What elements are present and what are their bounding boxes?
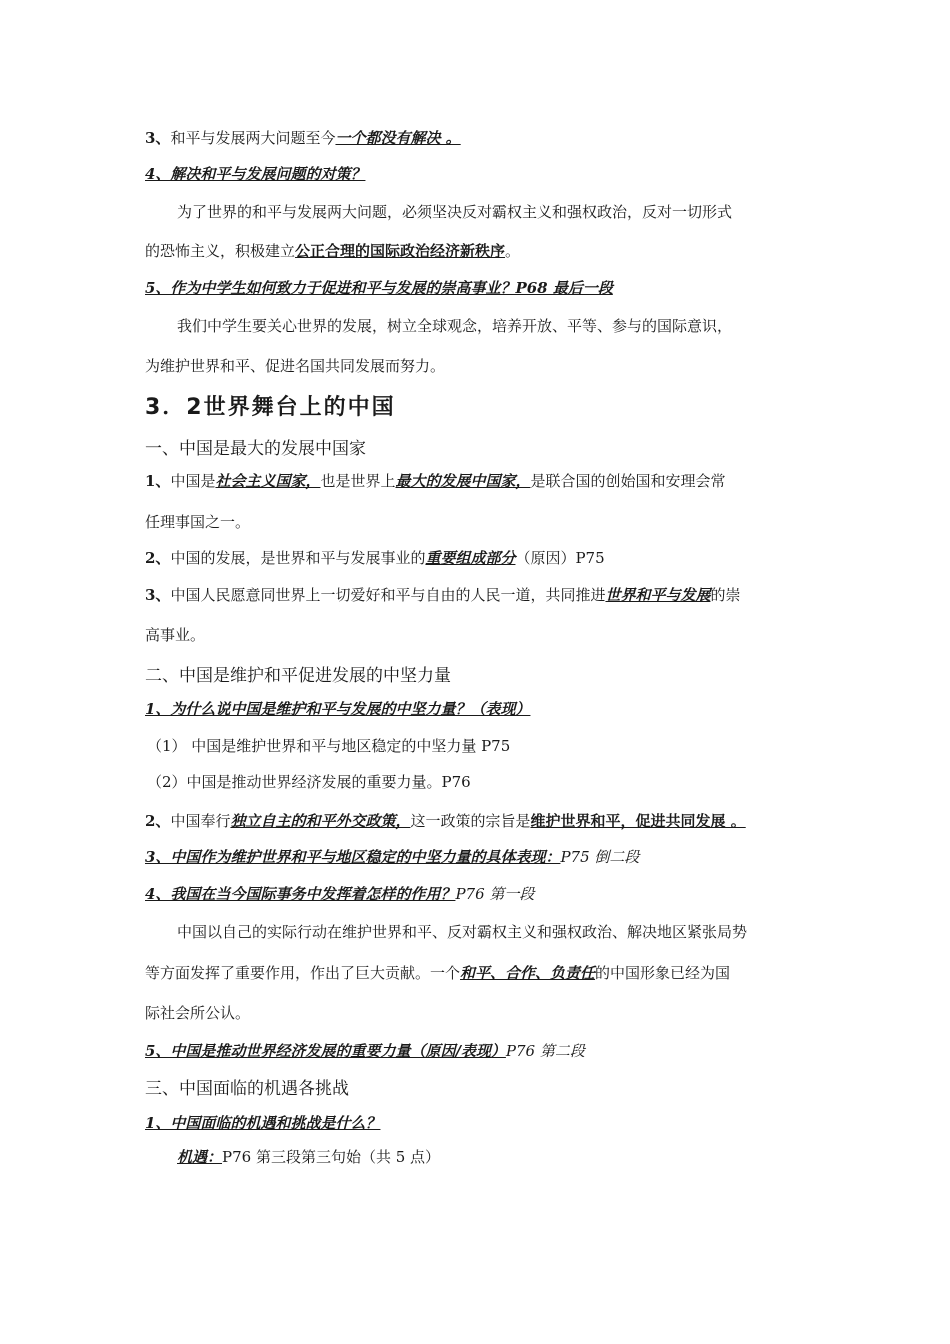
question-heading: 1、中国面临的机遇和挑战是什么？ (145, 1114, 381, 1132)
subsection-heading: 二、中国是维护和平促进发展的中坚力量 (145, 666, 451, 686)
paragraph-line (145, 470, 813, 492)
paragraph-line: 高事业。 (145, 626, 206, 644)
key-point: 最大的发展中国家， (395, 472, 531, 490)
key-point: 一个都没有解决 。 (335, 129, 461, 147)
section-title: 3．2世界舞台上的中国 (145, 395, 396, 420)
question-heading: 5、作为中学生如何致力于促进和平与发展的崇高事业？P68 最后一段 (145, 279, 613, 297)
question-text: 4、我国在当今国际事务中发挥着怎样的作用？ (145, 885, 456, 903)
paragraph-line (145, 962, 813, 984)
subsection-heading: 一、中国是最大的发展中国家 (145, 439, 366, 459)
paragraph-line (145, 240, 813, 262)
list-item: （2）中国是推动世界经济发展的重要力量。P76 (147, 773, 471, 791)
question-text: 5、中国是推动世界经济发展的重要力量（原因/表现） (145, 1042, 506, 1060)
text-run: 等方面发挥了重要作用，作出了巨大贡献。一个 (145, 964, 461, 982)
text-run: 的中国形象已经为国 (595, 964, 731, 982)
question-heading: 1、为什么说中国是维护和平与发展的中坚力量？（表现） (145, 700, 531, 718)
text-run: （原因）P75 (515, 549, 605, 567)
item-number: 3、 (145, 129, 171, 147)
text-run: 和平与发展两大问题至今 (170, 129, 336, 147)
question-text: 3、中国作为维护世界和平与地区稳定的中坚力量的具体表现： (145, 848, 561, 866)
paragraph-line: 际社会所公认。 (145, 1004, 251, 1022)
question-heading (145, 883, 813, 905)
item-number: 1、 (145, 472, 171, 490)
page-reference: P76 第二段 (505, 1042, 585, 1060)
paragraph-line: 任理事国之一。 (145, 513, 251, 531)
question-heading: 4、解决和平与发展问题的对策？ (145, 165, 366, 183)
subsection-heading: 三、中国面临的机遇各挑战 (145, 1079, 349, 1099)
key-point: 独立自主的和平外交政策， (230, 812, 411, 830)
text-run: 中国的发展，是世界和平与发展事业的 (170, 549, 426, 567)
text-run: 是联合国的创始国和安理会常 (530, 472, 726, 490)
question-heading (145, 846, 813, 868)
key-point: 机遇： (177, 1148, 223, 1166)
key-point: 维护世界和平，促进共同发展 。 (530, 812, 746, 830)
text-run: 的崇 (710, 586, 741, 604)
text-run: 。 (505, 242, 521, 260)
text-run: P76 第三段第三句始（共 5 点） (222, 1148, 441, 1166)
key-point: 社会主义国家， (215, 472, 321, 490)
list-item: （1） 中国是维护世界和平与地区稳定的中坚力量 P75 (147, 737, 511, 755)
item-number: 3、 (145, 586, 171, 604)
item-number: 2、 (145, 549, 171, 567)
question-heading (145, 1040, 813, 1062)
paragraph-line (145, 584, 813, 606)
key-point: 和平、合作、负责任 (460, 964, 596, 982)
paragraph-line: 为了世界的和平与发展两大问题，必须坚决反对霸权主义和强权政治，反对一切形式 (177, 203, 733, 221)
paragraph-line: 为维护世界和平、促进名国共同发展而努力。 (145, 357, 446, 375)
text-run: 中国人民愿意同世界上一切爱好和平与自由的人民一道，共同推进 (170, 586, 606, 604)
text-run: 也是世界上 (320, 472, 396, 490)
text-run: 中国奉行 (170, 812, 231, 830)
key-point: 重要组成部分 (425, 549, 516, 567)
page-reference: P75 倒二段 (560, 848, 640, 866)
paragraph-line: 我们中学生要关心世界的发展，树立全球观念，培养开放、平等、参与的国际意识， (177, 317, 733, 335)
paragraph-line (145, 127, 813, 149)
paragraph-line (145, 547, 813, 569)
paragraph-line (177, 1146, 845, 1168)
page-reference: P76 第一段 (455, 885, 535, 903)
text-run: 中国是 (170, 472, 216, 490)
item-number: 2、 (145, 812, 171, 830)
text-run: 的恐怖主义，积极建立 (145, 242, 296, 260)
paragraph-line: 中国以自己的实际行动在维护世界和平、反对霸权主义和强权政治、解决地区紧张局势 (177, 923, 748, 941)
paragraph-line (145, 810, 813, 832)
key-point: 世界和平与发展 (605, 586, 711, 604)
key-point: 公正合理的国际政治经济新秩序 (295, 242, 506, 260)
text-run: 这一政策的宗旨是 (410, 812, 531, 830)
